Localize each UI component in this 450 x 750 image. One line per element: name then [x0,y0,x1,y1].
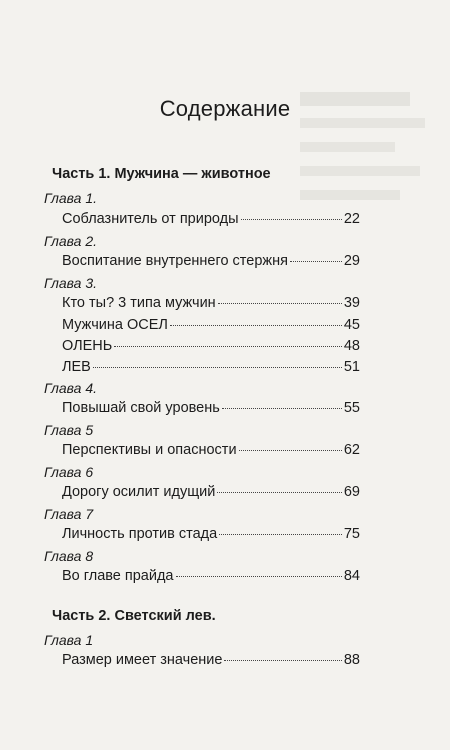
chapter-label: Глава 1 [44,632,94,648]
chapter-label: Глава 1. [44,190,98,206]
entry-title: Во главе прайда [62,568,174,584]
toc-entry[interactable] [62,317,360,333]
entry-page-number: 51 [343,359,360,375]
entry-title: Мужчина ОСЕЛ [62,317,168,333]
toc-entry[interactable] [62,338,360,354]
entry-title: Дорогу осилит идущий [62,484,216,500]
toc-entry[interactable] [62,400,360,416]
dot-leader [224,660,341,661]
toc-entry[interactable] [62,442,360,458]
page-title: Содержание [159,96,291,121]
toc-entry[interactable] [62,484,360,500]
entry-page-number: 62 [343,442,360,458]
toc-entry[interactable] [62,652,360,668]
dot-leader [218,303,342,304]
entry-page-number: 29 [343,253,360,269]
entry-page-number: 69 [343,484,360,500]
entry-page-number: 55 [343,400,360,416]
part-1-title: Часть 1. Мужчина — животное [52,166,271,182]
dot-leader [239,450,342,451]
dot-leader [176,576,342,577]
dot-leader [170,325,342,326]
chapter-label: Глава 3. [44,275,98,291]
entry-page-number: 45 [343,317,360,333]
entry-title: ОЛЕНЬ [62,338,113,354]
dot-leader [241,219,342,220]
toc-entry[interactable] [62,253,360,269]
entry-page-number: 48 [343,338,360,354]
dot-leader [217,492,342,493]
entry-title: Размер имеет значение [62,652,223,668]
entry-title: ЛЕВ [62,359,91,375]
toc-entry[interactable] [62,211,360,227]
entry-page-number: 22 [343,211,360,227]
entry-title: Повышай свой уровень [62,400,220,416]
entry-title: Кто ты? 3 типа мужчин [62,295,216,311]
dot-leader [290,261,342,262]
entry-title: Личность против стада [62,526,218,542]
entry-title: Воспитание внутреннего стержня [62,253,288,269]
toc-entry[interactable] [62,295,360,311]
entry-page-number: 84 [343,568,360,584]
toc-entry[interactable] [62,359,360,375]
entry-page-number: 75 [343,526,360,542]
chapter-label: Глава 2. [44,233,98,249]
chapter-label: Глава 5 [44,422,94,438]
toc-entry[interactable] [62,526,360,542]
chapter-label: Глава 6 [44,464,94,480]
chapter-label: Глава 7 [44,506,94,522]
entry-title: Соблазнитель от природы [62,211,239,227]
entry-page-number: 88 [343,652,360,668]
part-2-title: Часть 2. Светский лев. [52,608,216,624]
entry-page-number: 39 [343,295,360,311]
toc-entry[interactable] [62,568,360,584]
dot-leader [219,534,342,535]
dot-leader [93,367,342,368]
dot-leader [222,408,342,409]
entry-title: Перспективы и опасности [62,442,237,458]
chapter-label: Глава 8 [44,548,94,564]
chapter-label: Глава 4. [44,380,98,396]
dot-leader [114,346,342,347]
